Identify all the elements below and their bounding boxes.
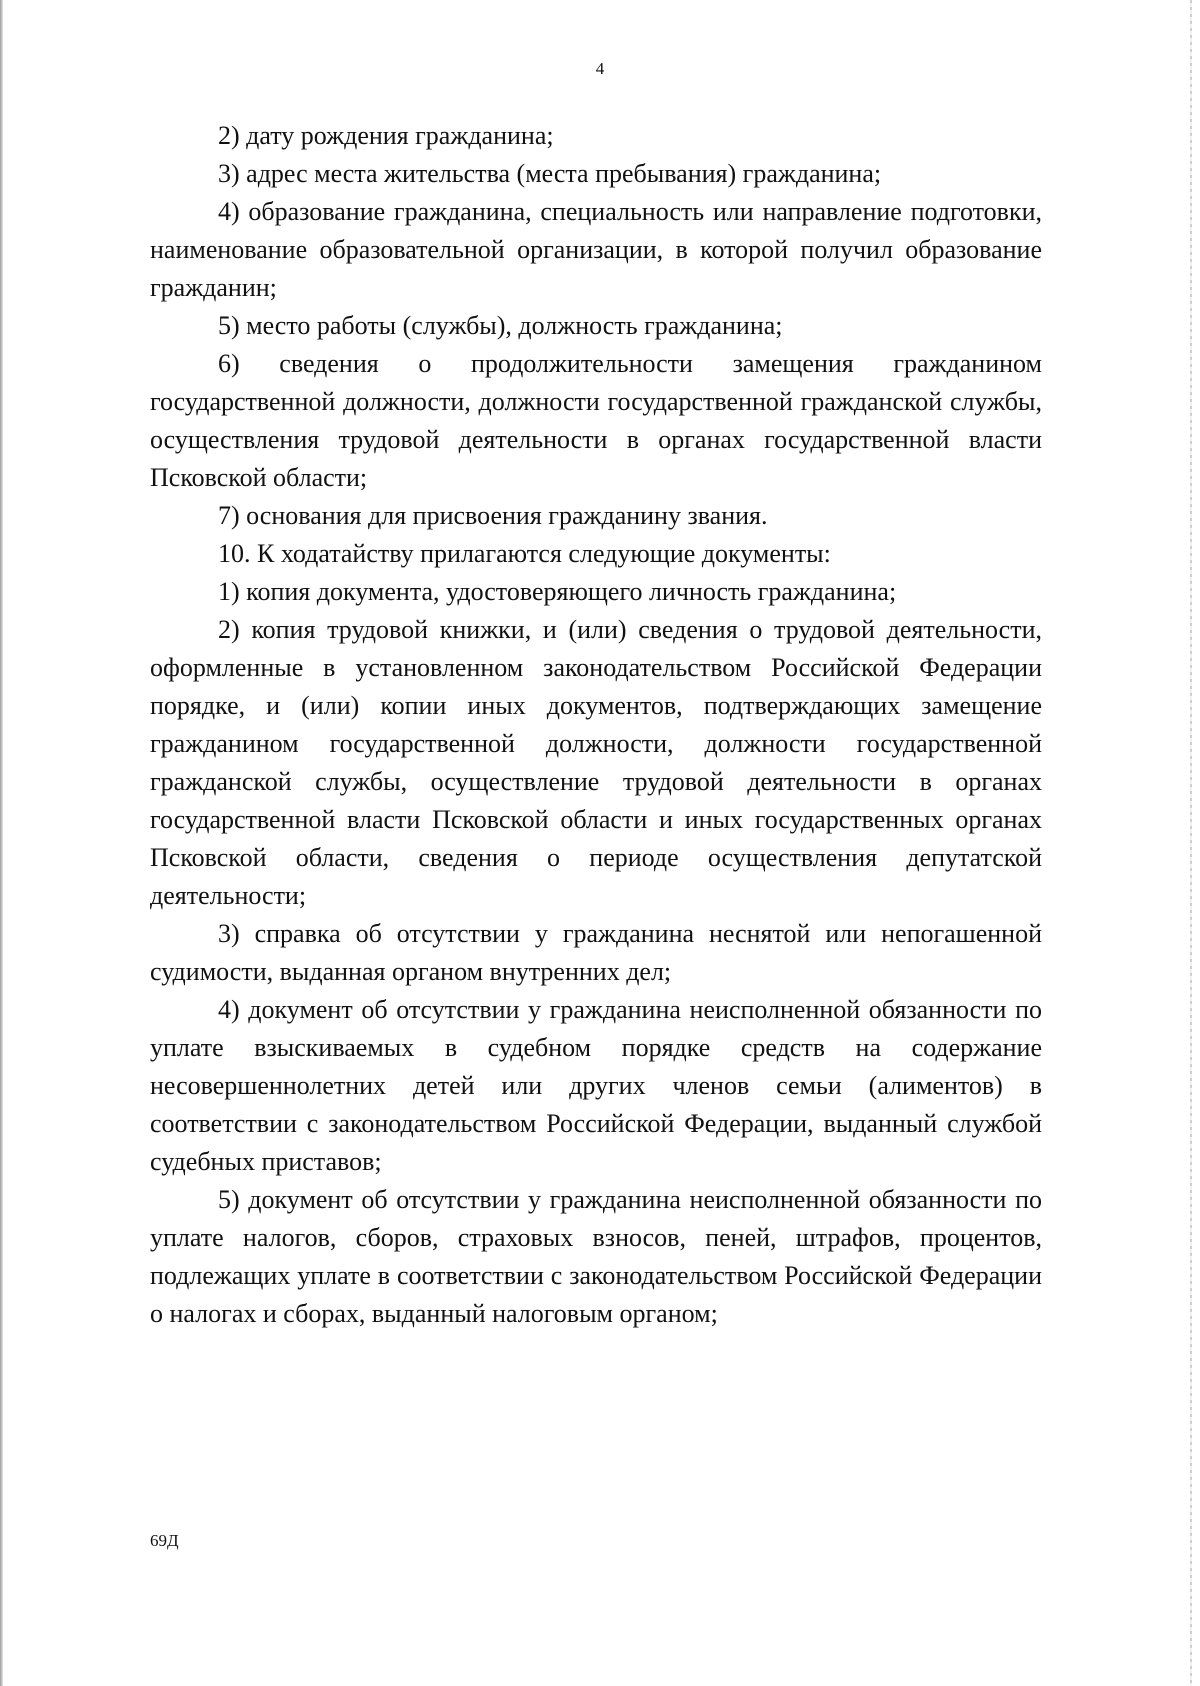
document-item-alimony-certificate: 4) документ об отсутствии у гражданина неисполненной обязанности по уплате взыскиваемых в судебном порядке средств на содержание несовершеннолетних детей или других членов семьи (алиментов) в соответствии с законодательством Российской Федерации, выданный службой судебных приставов; xyxy=(150,995,1042,1176)
document-item-criminal-record-certificate: 3) справка об отсутствии у гражданина неснятой или непогашенной судимости, выданная органом внутренних дел; xyxy=(150,919,1042,986)
footer-document-code: 69Д xyxy=(150,1531,179,1550)
list-item-birth-date: 2) дату рождения гражданина; xyxy=(218,121,554,150)
list-item-education: 4) образование гражданина, специальность или направление подготовки, наименование образовательной организации, в которой получил образование гражданин; xyxy=(150,197,1042,302)
document-item-employment-record: 2) копия трудовой книжки, и (или) сведения о трудовой деятельности, оформленные в установленном законодательством Российской Федерации порядке, и (или) копии иных документов, подтверждающих замещение гражданином государственной должности, должности государственной гражданской службы, осуществление трудовой деятельности в органах государственной власти Псковской области и иных государственных органах Псковской области, сведения о периоде осуществления депутатской деятельности; xyxy=(150,615,1042,910)
document-item-identity-copy: 1) копия документа, удостоверяющего личность гражданина; xyxy=(218,577,897,606)
list-item-workplace: 5) место работы (службы), должность гражданина; xyxy=(218,311,783,340)
document-body xyxy=(150,117,1042,1333)
document-item-tax-certificate: 5) документ об отсутствии у гражданина неисполненной обязанности по уплате налогов, сборов, страховых взносов, пеней, штрафов, процентов, подлежащих уплате в соответствии с законодательством Российской Федерации о налогах и сборах, выданный налоговым органом; xyxy=(150,1185,1042,1328)
list-item-title-grounds: 7) основания для присвоения гражданину звания. xyxy=(218,501,768,530)
scan-edge-right xyxy=(1190,0,1192,1686)
scan-edge-left xyxy=(0,0,3,1686)
list-item-address: 3) адрес места жительства (места пребывания) гражданина; xyxy=(218,159,882,188)
page-number: 4 xyxy=(595,59,605,78)
list-item-service-duration: 6) сведения о продолжительности замещения гражданином государственной должности, должности государственной гражданской службы, осуществления трудовой деятельности в органах государственной власти Псковской области; xyxy=(150,349,1042,492)
section-10-heading: 10. К ходатайству прилагаются следующие документы: xyxy=(218,539,831,568)
